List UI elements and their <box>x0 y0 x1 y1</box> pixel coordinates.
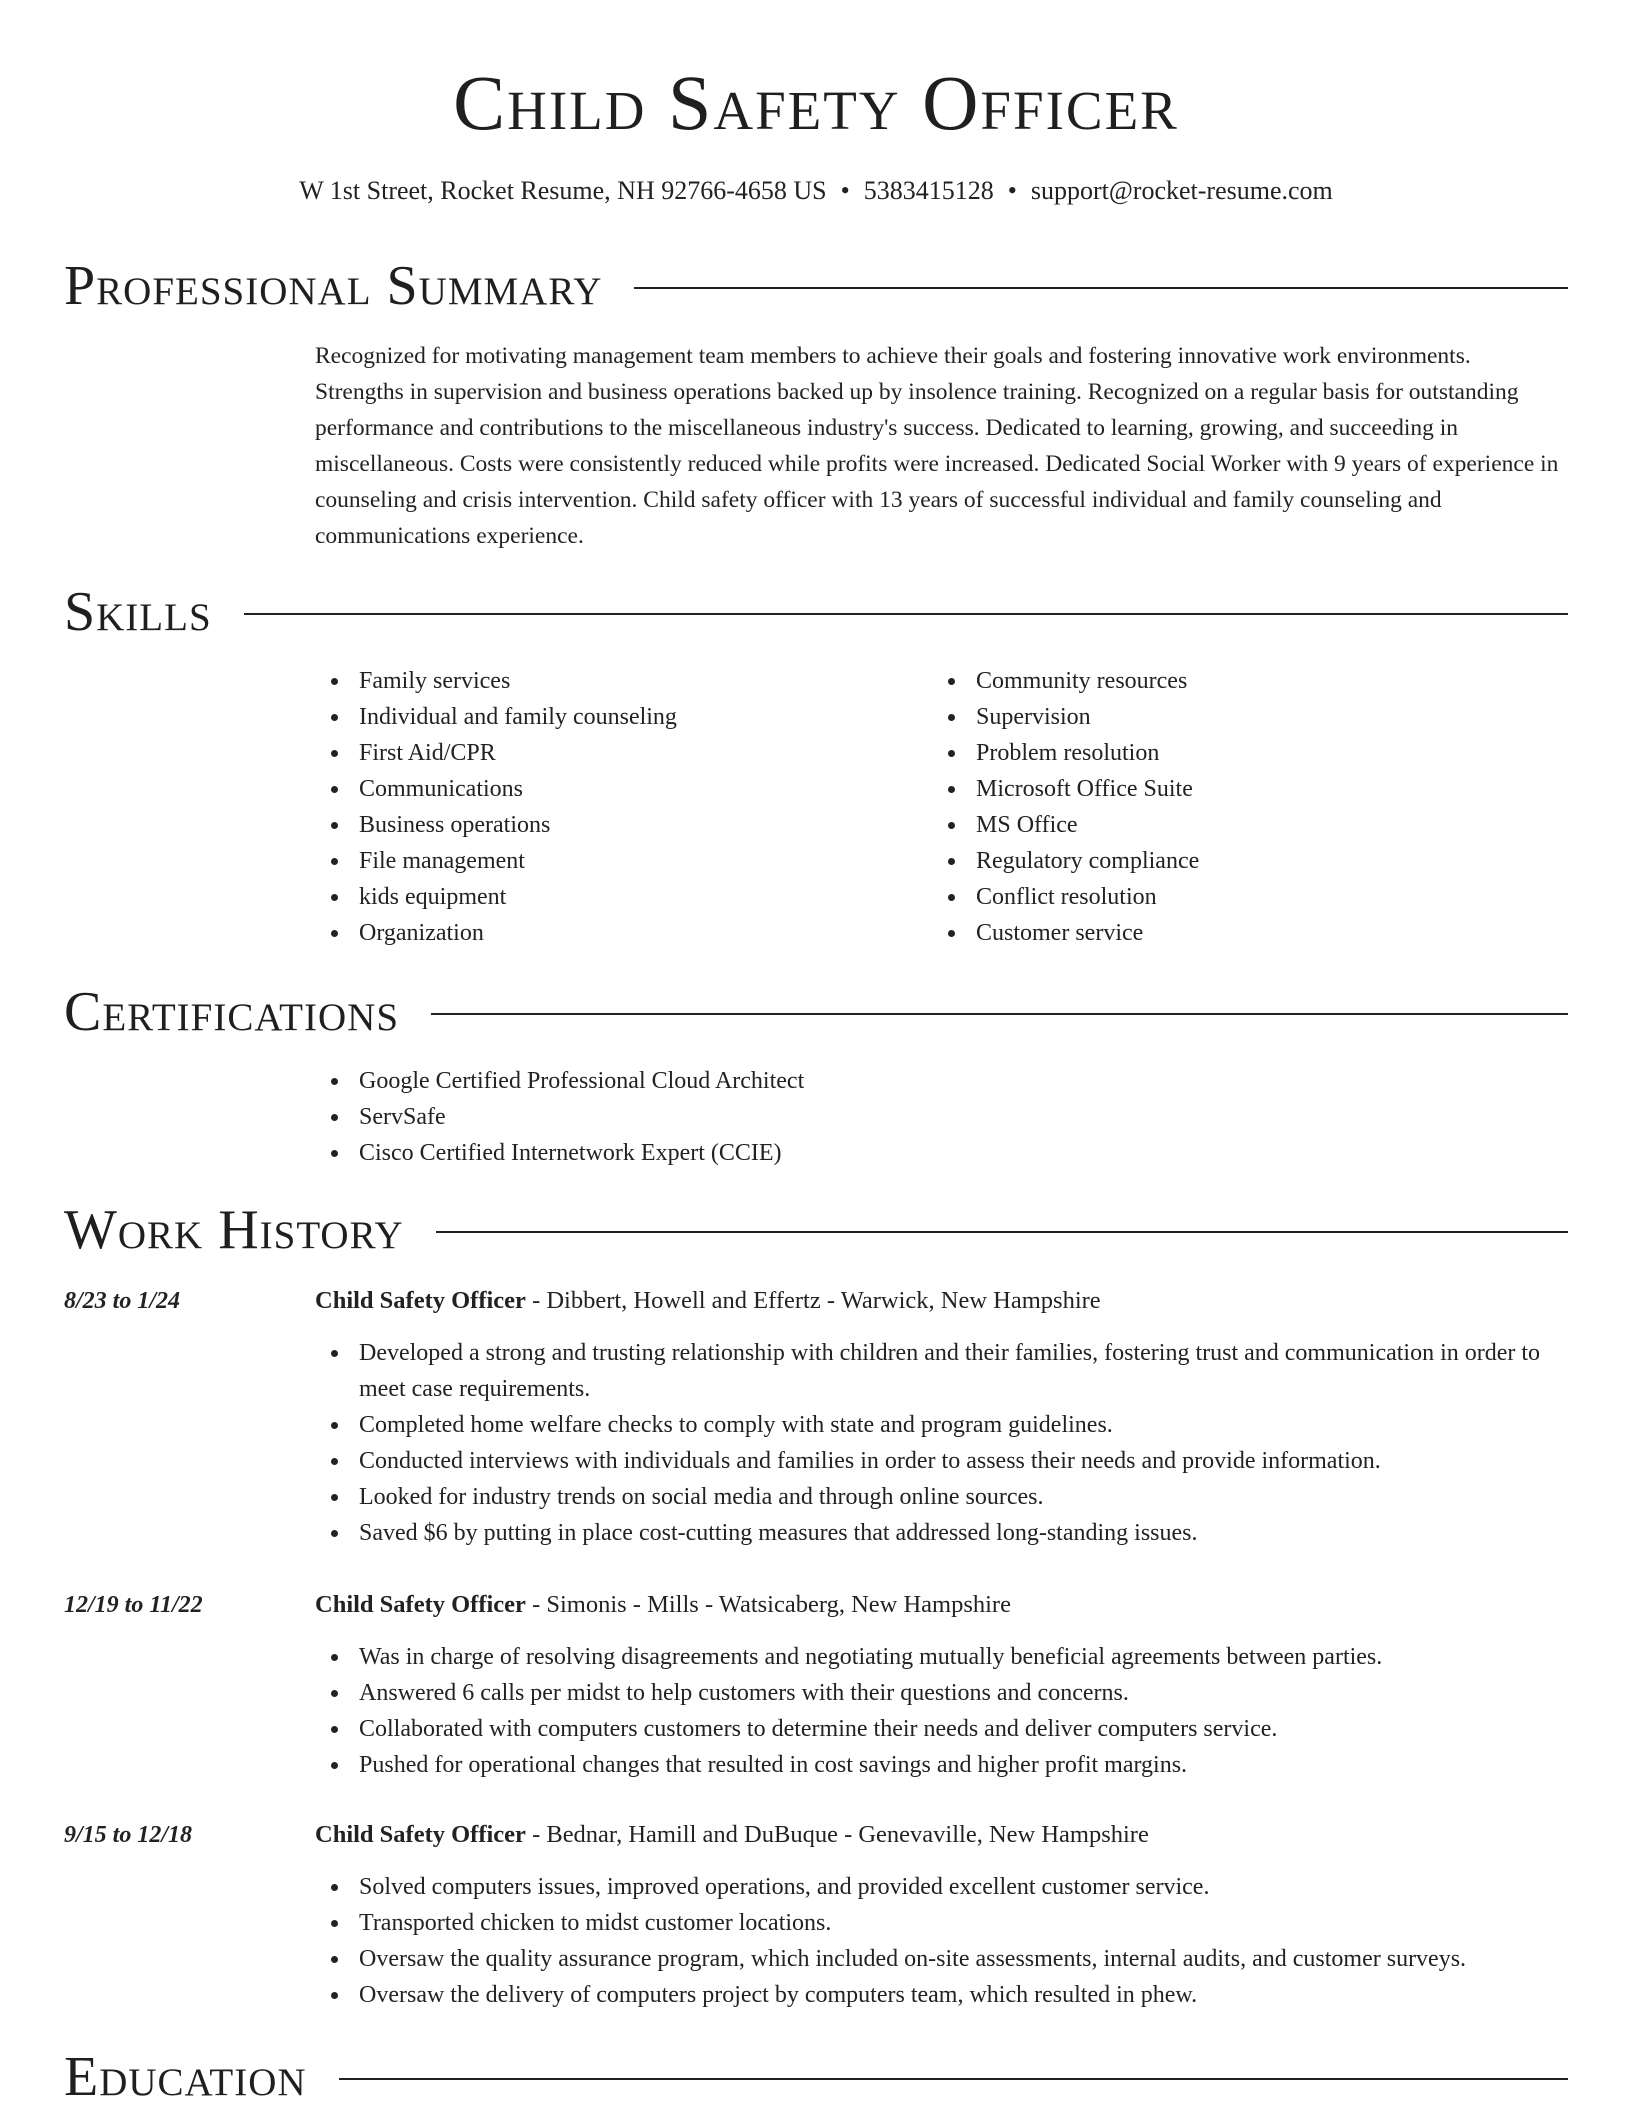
section-divider <box>431 1013 1568 1015</box>
section-work-history-header <box>64 1198 1568 1262</box>
job-bullets <box>315 1869 1568 2013</box>
certification-item: Cisco Certified Internetwork Expert (CCIE) <box>315 1135 1315 1171</box>
contact-phone: 5383415128 <box>863 176 994 205</box>
section-certifications-header <box>64 980 1568 1044</box>
candidate-name: Child Safety Officer <box>453 59 1179 146</box>
skill-item: Conflict resolution <box>932 879 1532 915</box>
skill-item: Regulatory compliance <box>932 843 1532 879</box>
job-bullet: Pushed for operational changes that resulted in cost savings and higher profit margins. <box>315 1747 1568 1783</box>
job-details: - Simonis - Mills - Watsicaberg, New Hampshire <box>525 1591 1011 1618</box>
job-bullet: Saved $6 by putting in place cost-cutting measures that addressed long-standing issues. <box>315 1515 1568 1551</box>
skill-item: Business operations <box>315 807 915 843</box>
skill-item: Communications <box>315 771 915 807</box>
section-divider <box>436 1231 1568 1233</box>
contact-separator: • <box>1007 176 1017 205</box>
skill-item: File management <box>315 843 915 879</box>
section-education-header <box>64 2045 1568 2109</box>
job-details: - Bednar, Hamill and DuBuque - Genevaville, New Hampshire <box>525 1821 1149 1848</box>
job-heading <box>315 1587 1568 1623</box>
job-bullet: Conducted interviews with individuals and families in order to assess their needs and provide information. <box>315 1443 1568 1479</box>
skills-list-left <box>315 663 915 951</box>
section-divider <box>244 613 1568 615</box>
section-divider <box>634 287 1568 289</box>
job-details: - Dibbert, Howell and Effertz - Warwick, New Hampshire <box>525 1287 1101 1314</box>
certification-item: ServSafe <box>315 1099 1315 1135</box>
job-dates: 12/19 to 11/22 <box>64 1592 203 1618</box>
job-dates: 9/15 to 12/18 <box>64 1822 193 1848</box>
section-title: Certifications <box>64 981 400 1043</box>
section-title: Education <box>64 2046 307 2108</box>
job-bullet: Was in charge of resolving disagreements and negotiating mutually beneficial agreements between parties. <box>315 1639 1568 1675</box>
skill-item: kids equipment <box>315 879 915 915</box>
section-divider <box>339 2078 1568 2080</box>
skill-item: MS Office <box>932 807 1532 843</box>
job-bullet: Completed home welfare checks to comply with state and program guidelines. <box>315 1407 1568 1443</box>
contact-email: support@rocket-resume.com <box>1030 176 1333 205</box>
job-bullet: Developed a strong and trusting relationship with children and their families, fostering trust and communication in order to meet case requirements. <box>315 1335 1568 1407</box>
job-title: Child Safety Officer <box>315 1591 526 1618</box>
certifications-list <box>315 1063 1315 1171</box>
job-bullet: Transported chicken to midst customer locations. <box>315 1905 1568 1941</box>
job-bullet: Looked for industry trends on social media and through online sources. <box>315 1479 1568 1515</box>
skill-item: Problem resolution <box>932 735 1532 771</box>
section-title: Work History <box>64 1199 404 1261</box>
summary-text: Recognized for motivating management team members to achieve their goals and fostering innovative work environments. Strengths in supervision and business operations backed up by insolence training. Recognized on a regular basis for outstanding performance and contributions to the miscellaneous industry's success. Dedicated to learning, growing, and succeeding in miscellaneous. Costs were consistently reduced while profits were increased. Dedicated Social Worker with 9 years of experience in counseling and crisis intervention. Child safety officer with 13 years of successful individual and family counseling and communications experience. <box>315 343 1559 549</box>
skill-item: Microsoft Office Suite <box>932 771 1532 807</box>
job-title: Child Safety Officer <box>315 1287 526 1314</box>
section-summary-header <box>64 254 1568 318</box>
job-dates: 8/23 to 1/24 <box>64 1288 181 1314</box>
contact-address: W 1st Street, Rocket Resume, NH 92766-4658 US <box>299 176 827 205</box>
skill-item: Organization <box>315 915 915 951</box>
job-bullet: Answered 6 calls per midst to help customers with their questions and concerns. <box>315 1675 1568 1711</box>
skill-item: Community resources <box>932 663 1532 699</box>
job-bullet: Collaborated with computers customers to determine their needs and deliver computers service. <box>315 1711 1568 1747</box>
section-title: Skills <box>64 581 212 643</box>
section-skills-header <box>64 580 1568 644</box>
job-bullet: Oversaw the quality assurance program, which included on-site assessments, internal audits, and customer surveys. <box>315 1941 1568 1977</box>
job-bullets <box>315 1335 1568 1551</box>
skill-item: Supervision <box>932 699 1532 735</box>
skill-item: Individual and family counseling <box>315 699 915 735</box>
job-heading <box>315 1817 1568 1853</box>
job-heading <box>315 1283 1568 1319</box>
job-title: Child Safety Officer <box>315 1821 526 1848</box>
skill-item: First Aid/CPR <box>315 735 915 771</box>
section-title: Professional Summary <box>64 255 603 317</box>
skill-item: Customer service <box>932 915 1532 951</box>
job-bullet: Solved computers issues, improved operations, and provided excellent customer service. <box>315 1869 1568 1905</box>
job-bullet: Oversaw the delivery of computers project by computers team, which resulted in phew. <box>315 1977 1568 2013</box>
skill-item: Family services <box>315 663 915 699</box>
skills-list-right <box>932 663 1532 951</box>
certification-item: Google Certified Professional Cloud Architect <box>315 1063 1315 1099</box>
contact-separator: • <box>840 176 850 205</box>
contact-line <box>0 174 1632 208</box>
job-bullets <box>315 1639 1568 1783</box>
